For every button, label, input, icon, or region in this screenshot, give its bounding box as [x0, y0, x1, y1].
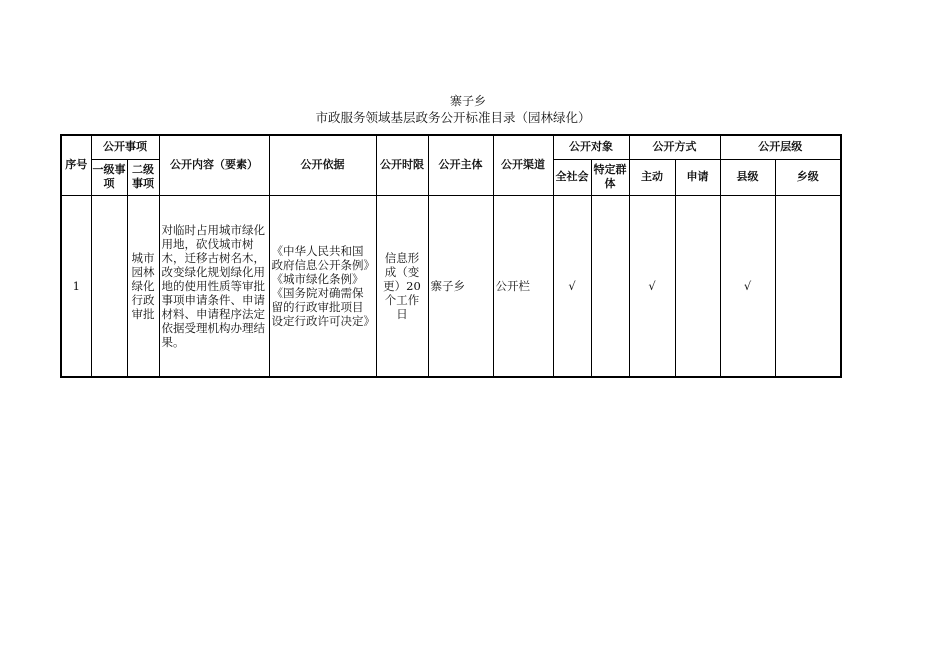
- header-target-all: 全社会: [553, 159, 591, 195]
- cell-method-active: √: [629, 195, 675, 377]
- cell-basis: 《中华人民共和国政府信息公开条例》《城市绿化条例》《国务院对确需保留的行政审批项目设定行政许可决定》: [269, 195, 376, 377]
- cell-level2: 城市园林绿化行政审批: [127, 195, 159, 377]
- header-method-request: 申请: [675, 159, 720, 195]
- cell-time-limit: 信息形成（变更）20个工作日: [376, 195, 428, 377]
- header-level-county: 县级: [720, 159, 775, 195]
- cell-target-specific: [591, 195, 629, 377]
- cell-subject: 寨子乡: [428, 195, 493, 377]
- header-method-group: 公开方式: [629, 135, 720, 159]
- header-target-group: 公开对象: [553, 135, 629, 159]
- header-time-limit: 公开时限: [376, 135, 428, 195]
- cell-target-all: √: [553, 195, 591, 377]
- document-title-line2: 市政服务领域基层政务公开标准目录（园林绿化）: [315, 110, 591, 125]
- header-method-active: 主动: [629, 159, 675, 195]
- cell-level-county: √: [720, 195, 775, 377]
- header-level-group: 公开层级: [720, 135, 841, 159]
- cell-content: 对临时占用城市绿化用地，砍伐城市树木，迁移古树名木，改变绿化规划绿化用地的使用性质等审批事项申请条件、申请材料、申请程序法定依据受理机构办理结果。: [159, 195, 269, 377]
- document-title-line1: 寨子乡: [449, 94, 486, 108]
- cell-level-township: [775, 195, 841, 377]
- header-seq: 序号: [61, 135, 91, 195]
- header-basis: 公开依据: [269, 135, 376, 195]
- header-channel: 公开渠道: [493, 135, 553, 195]
- cell-level1: [91, 195, 127, 377]
- cell-seq: 1: [61, 195, 91, 377]
- header-content: 公开内容（要素）: [159, 135, 269, 195]
- header-level-township: 乡级: [775, 159, 841, 195]
- header-subject: 公开主体: [428, 135, 493, 195]
- header-level1: 一级事项: [91, 159, 127, 195]
- header-items-group: 公开事项: [91, 135, 159, 159]
- header-target-specific: 特定群体: [591, 159, 629, 195]
- cell-channel: 公开栏: [493, 195, 553, 377]
- header-level2: 二级事项: [127, 159, 159, 195]
- cell-method-request: [675, 195, 720, 377]
- table-row: [61, 195, 841, 377]
- catalog-table: [60, 134, 842, 378]
